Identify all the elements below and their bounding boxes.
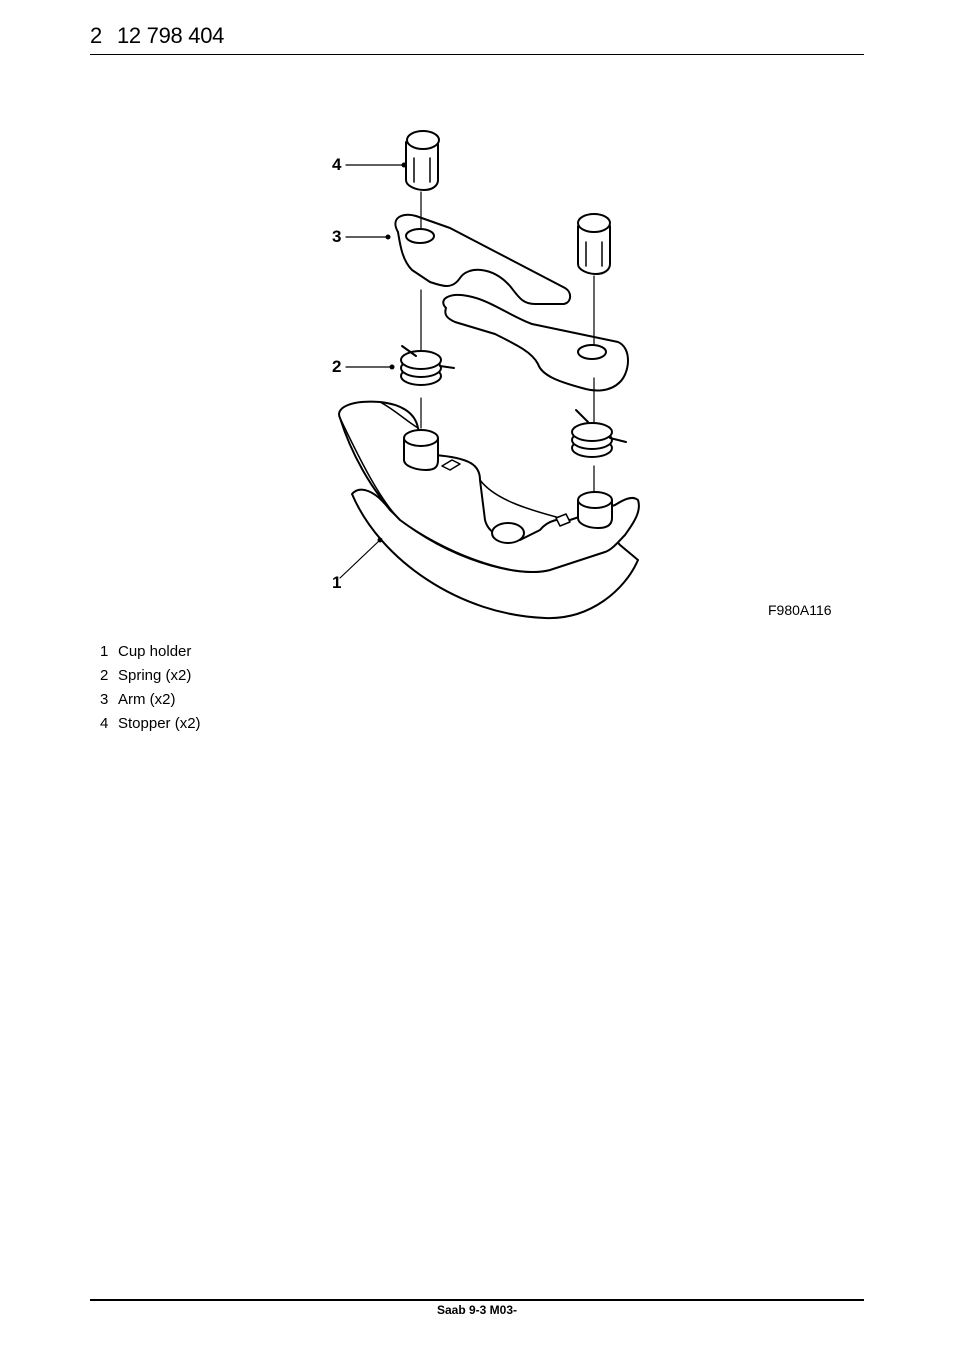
callout-number-2: 2 bbox=[332, 357, 342, 376]
legend-item-text: Stopper (x2) bbox=[118, 715, 201, 732]
stopper-part-right bbox=[578, 214, 610, 274]
spring-part-right bbox=[572, 410, 626, 457]
legend-item-number: 3 bbox=[100, 691, 109, 708]
page-number: 2 bbox=[90, 23, 103, 48]
page-header bbox=[90, 22, 864, 55]
parts-legend bbox=[100, 640, 201, 736]
legend-item-number: 1 bbox=[100, 643, 109, 660]
legend-item-number: 4 bbox=[100, 715, 109, 732]
legend-item-text: Spring (x2) bbox=[118, 667, 192, 684]
exploded-view-illustration bbox=[320, 120, 840, 630]
document-number: 12 798 404 bbox=[117, 23, 225, 48]
legend-item bbox=[100, 664, 201, 688]
cup-holder-drawing bbox=[320, 120, 840, 630]
arm-part-left bbox=[395, 215, 570, 304]
page-footer bbox=[90, 1299, 864, 1319]
legend-item-number: 2 bbox=[100, 667, 109, 684]
legend-item bbox=[100, 688, 201, 712]
footer-model: Saab 9-3 M03- bbox=[436, 1303, 518, 1317]
arm-part-right bbox=[443, 295, 628, 391]
callout-number-4: 4 bbox=[332, 155, 342, 174]
spring-part-left bbox=[401, 346, 454, 385]
stopper-part-left bbox=[406, 131, 439, 190]
legend-item bbox=[100, 712, 201, 736]
legend-item-text: Cup holder bbox=[118, 643, 192, 660]
legend-item bbox=[100, 640, 201, 664]
callout-number-1: 1 bbox=[332, 573, 342, 592]
leader-1 bbox=[340, 540, 380, 578]
callout-number-3: 3 bbox=[332, 227, 342, 246]
legend-item-text: Arm (x2) bbox=[118, 691, 176, 708]
figure-code: F980A116 bbox=[768, 602, 832, 618]
